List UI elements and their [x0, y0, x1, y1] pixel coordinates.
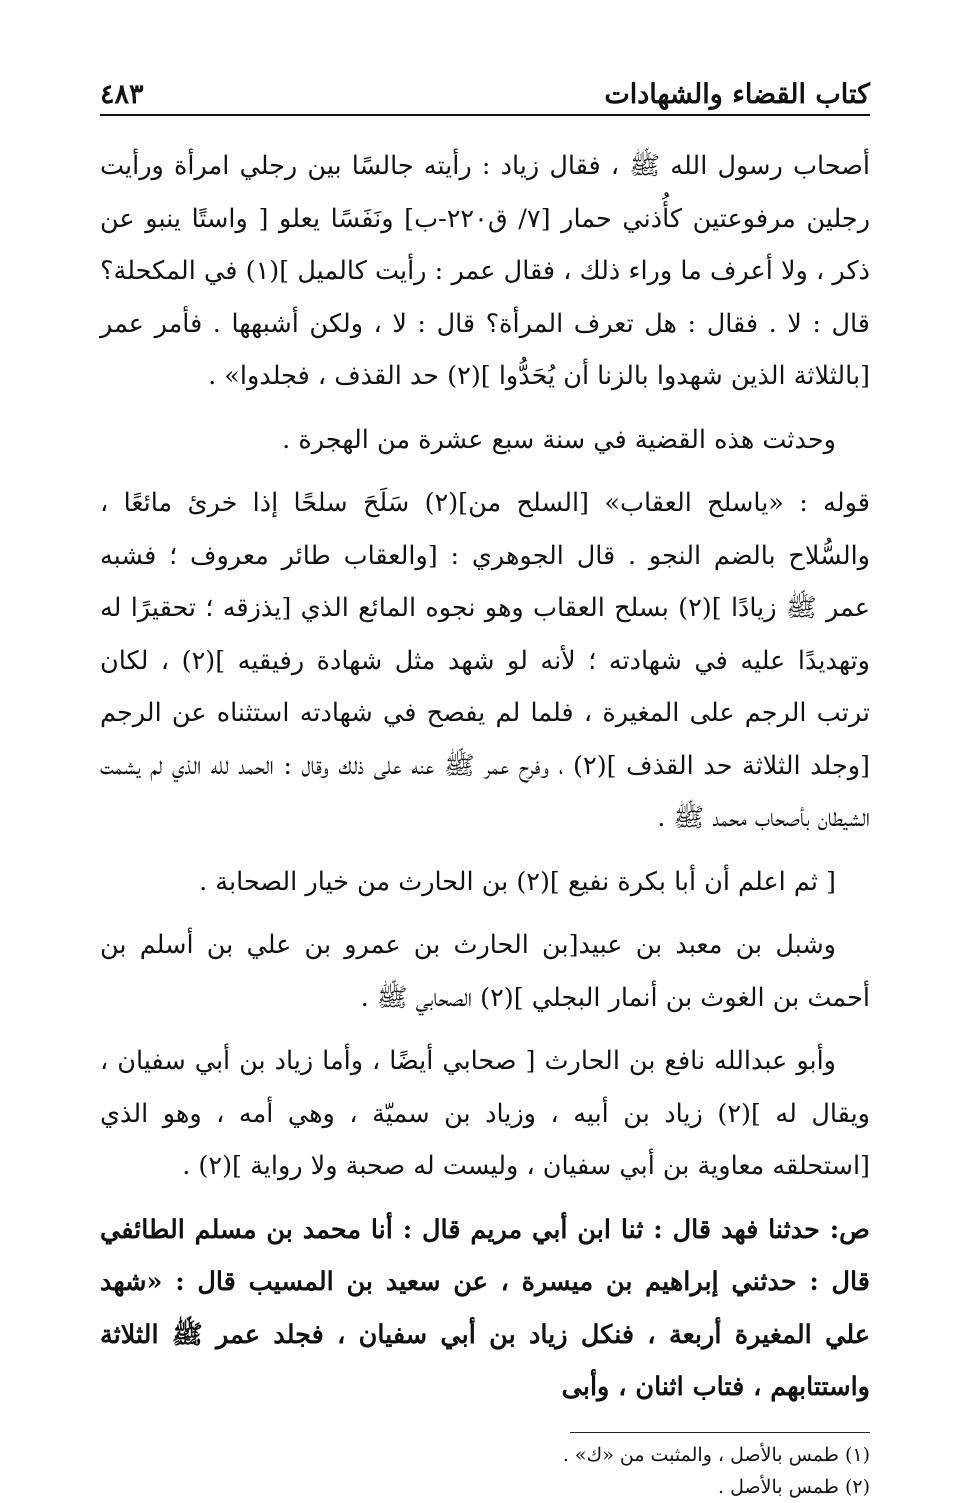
- book-page: [100, 60, 870, 1503]
- running-title: كتاب القضاء والشهادات: [604, 79, 870, 110]
- footnote-divider: [570, 1432, 870, 1433]
- body-text: [100, 140, 870, 1414]
- paragraph-4: [ ثم اعلم أن أبا بكرة نفيع ](٢) بن الحارث من خيار الصحابة .: [199, 866, 836, 897]
- paragraph-1: أصحاب رسول الله ﷺ ، فقال زياد : رأيته جالسًا بين رجلي امرأة ورأيت رجلين مرفوعتين كأُذني حمار [٧/ ق٢٢٠-ب] ونَفَسًا يعلو [ واستًا ينبو عن ذكر ، ولا أعرف ما وراء ذلك ، فقال عمر : رأيت كالميل ](١) في المكحلة؟ قال : لا . فقال : هل تعرف المرأة؟ قال : لا ، ولكن أشبهها . فأمر عمر [بالثلاثة الذين شهدوا بالزنا أن يُحَدُّوا ](٢) حد القذف ، فجلدوا» .: [100, 151, 871, 391]
- paragraph-6: وأبو عبدالله نافع بن الحارث [ صحابي أيضًا ، وأما زياد بن أبي سفيان ، ويقال له ](٢) زياد بن أبيه ، وزياد بن سميّة ، وهي أمه ، وهو الذي [استحلقه معاوية بن أبي سفيان ، وليست له صحبة ولا رواية ](٢) .: [100, 1046, 870, 1181]
- footnotes: [100, 1439, 870, 1503]
- paragraph-3: قوله : «ياسلح العقاب» [السلح من](٢) سَلَحَ سلحًا إذا خرئ مائعًا ، والسُّلاح بالضم النجو . قال الجوهري : [والعقاب طائر معروف ؛ فشبه عمر ﷺ زيادًا ](٢) بسلح العقاب وهو نجوه المائع الذي [يذزقه ؛ تحقيرًا له وتهديدًا عليه في شهادته ؛ لأنه لو شهد مثل شهادة رفيقيه ](٢) ، لكان ترتب الرجم على المغيرة ، فلما لم يفصح في شهادته استثناه عن الرجم [وجلد الثلاثة حد القذف ](٢) ، وفرح عمر ﷺ عنه على ذلك وقال : الحمد لله الذي لم يشمت الشيطان بأصحاب محمد ﷺ .: [100, 488, 870, 833]
- page-number: ٤٨٣: [100, 79, 144, 110]
- page-header: [100, 60, 870, 116]
- paragraph-5: وشبل بن معبد بن عبيد[بن الحارث بن عمرو بن علي بن أسلم بن أحمث بن الغوث بن أنمار البجلي ](٢) الصحابي ﷺ .: [100, 930, 870, 1013]
- footnote-1: (١) طمس بالأصل ، والمثبت من «ك» .: [562, 1443, 870, 1466]
- paragraph-2: وحدثت هذه القضية في سنة سبع عشرة من الهجرة .: [282, 424, 836, 455]
- paragraph-7: ص: حدثنا فهد قال : ثنا ابن أبي مريم قال : أنا محمد بن مسلم الطائفي قال : حدثني إبراهيم بن ميسرة ، عن سعيد بن المسيب قال : «شهد علي المغيرة أربعة ، فنكل زياد بن أبي سفيان ، فجلد عمر ﷺ الثلاثة واستتابهم ، فتاب اثنان ، وأبى: [100, 1214, 870, 1402]
- footnote-2: (٢) طمس بالأصل .: [718, 1475, 870, 1498]
